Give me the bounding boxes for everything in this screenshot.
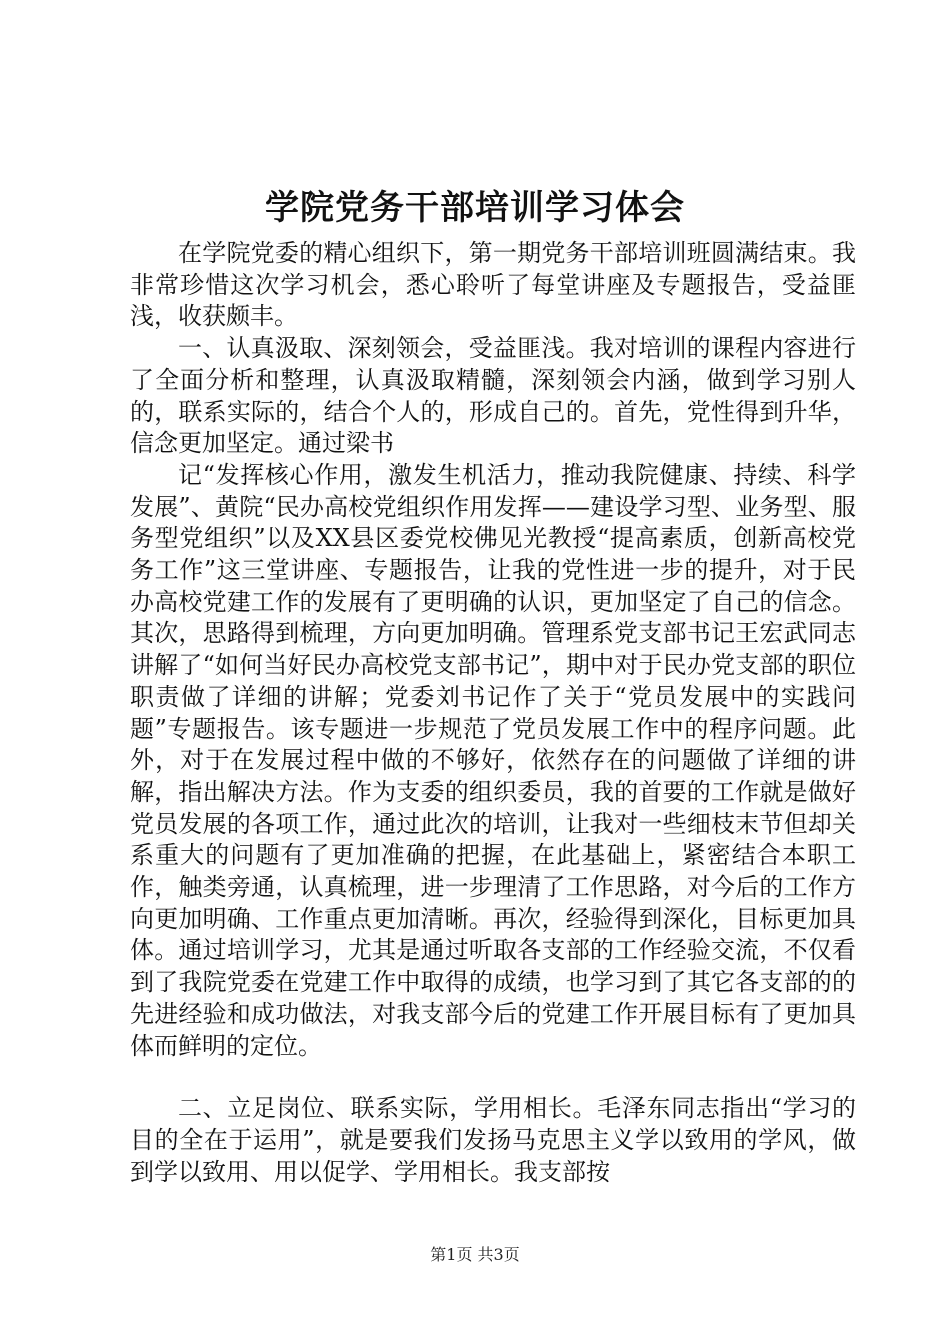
page-footer: 第1页 共3页 (430, 1245, 520, 1264)
document-title: 学院党务干部培训学习体会 (265, 188, 685, 228)
paragraph-intro: 在学院党委的精心组织下，第一期党务干部培训班圆满结束。我非常珍惜这次学习机会，悉心聆听了每堂讲座及专题报告，受益匪浅，收获颇丰。 (130, 239, 856, 331)
paragraph-section-one-continued: 记“发挥核心作用，激发生机活力，推动我院健康、持续、科学发展”、黄院“民办高校党组织作用发挥——建设学习型、业务型、服务型党组织”以及XX县区委党校佛见光教授“提高素质，创新高校党务工作”这三堂讲座、专题报告，让我的党性进一步的提升，对于民办高校党建工作的发展有了更明确的认识，更加坚定了自己的信念。其次，思路得到梳理，方向更加明确。管理系党支部书记王宏武同志讲解了“如何当好民办高校党支部书记”，期中对于民办党支部的职位职责做了详细的讲解；党委刘书记作了关于“党员发展中的实践问题”专题报告。该专题进一步规范了党员发展工作中的程序问题。此外，对于在发展过程中做的不够好，依然存在的问题做了详细的讲解，指出解决方法。作为支委的组织委员，我的首要的工作就是做好党员发展的各项工作，通过此次的培训，让我对一些细枝末节但却关系重大的问题有了更加准确的把握，在此基础上，紧密结合本职工作，触类旁通，认真梳理，进一步理清了工作思路，对今后的工作方向更加明确、工作重点更加清晰。再次，经验得到深化，目标更加具体。通过培训学习，尤其是通过听取各支部的工作经验交流，不仅看到了我院党委在党建工作中取得的成绩，也学习到了其它各支部的的先进经验和成功做法，对我支部今后的党建工作开展目标有了更加具体而鲜明的定位。 (130, 460, 856, 1060)
paragraph-section-two: 二、立足岗位、联系实际，学用相长。毛泽东同志指出“学习的目的全在于运用”，就是要我们发扬马克思主义学以致用的学风，做到学以致用、用以促学、学用相长。我支部按 (130, 1094, 856, 1186)
document-body (130, 238, 856, 1188)
paragraph-section-one: 一、认真汲取、深刻领会，受益匪浅。我对培训的课程内容进行了全面分析和整理，认真汲取精髓，深刻领会内涵，做到学习别人的，联系实际的，结合个人的，形成自己的。首先，党性得到升华，信念更加坚定。通过梁书 (130, 334, 856, 458)
